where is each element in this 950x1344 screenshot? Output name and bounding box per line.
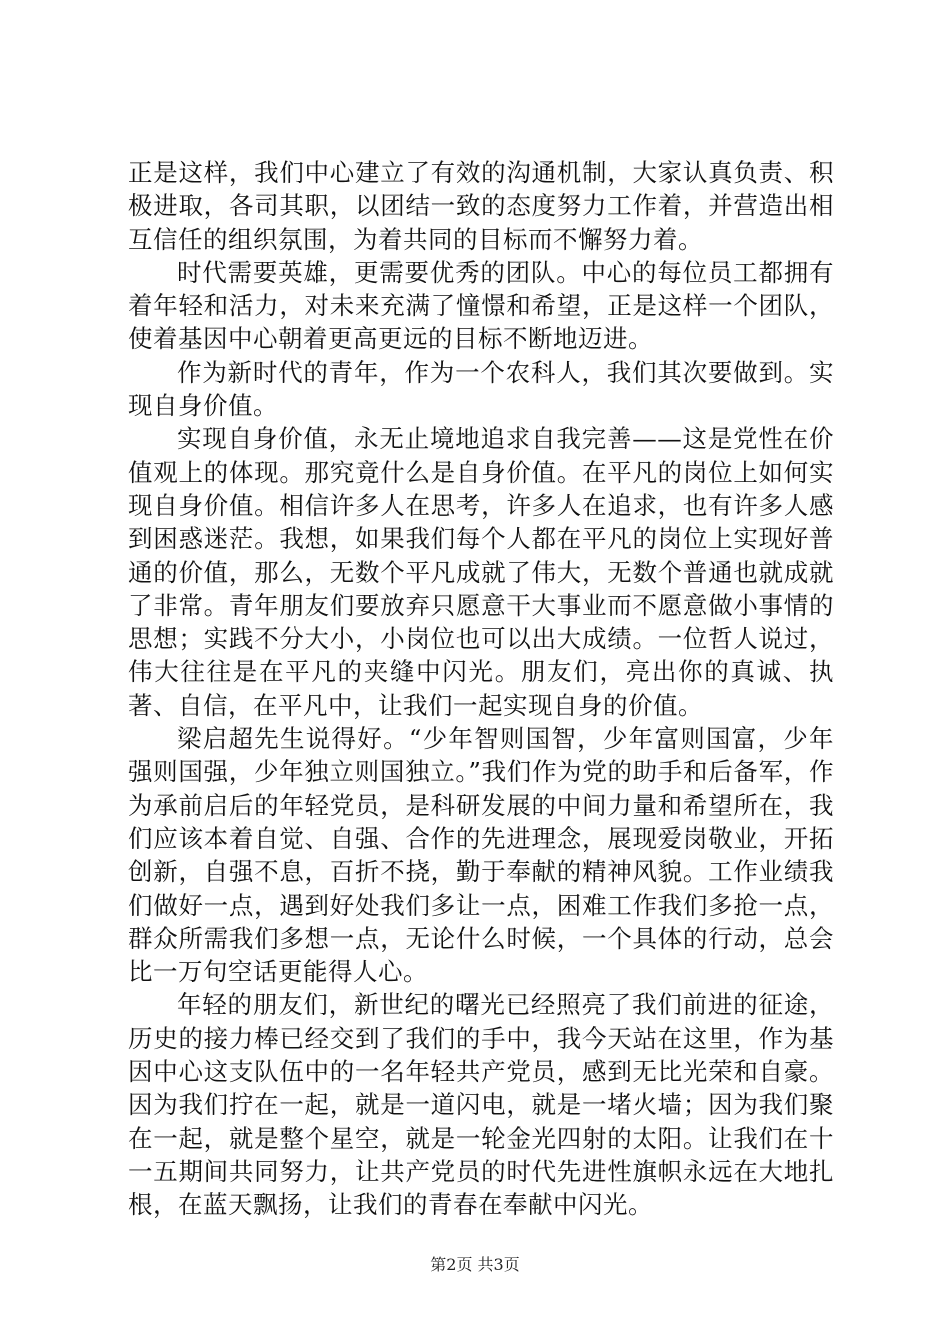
document-body	[128, 156, 834, 1222]
paragraph-1: 正是这样，我们中心建立了有效的沟通机制，大家认真负责、积极进取，各司其职，以团结一致的态度努力工作着，并营造出相互信任的组织氛围，为着共同的目标而不懈努力着。	[128, 158, 834, 254]
paragraph-4: 实现自身价值，永无止境地追求自我完善——这是党性在价值观上的体现。那究竟什么是自身价值。在平凡的岗位上如何实现自身价值。相信许多人在思考，许多人在追求，也有许多人感到困惑迷茫。我想，如果我们每个人都在平凡的岗位上实现好普通的价值，那么，无数个平凡成就了伟大，无数个普通也就成就了非常。青年朋友们要放弃只愿意干大事业而不愿意做小事情的思想；实践不分大小，小岗位也可以出大成绩。一位哲人说过，伟大往往是在平凡的夹缝中闪光。朋友们，亮出你的真诚、执著、自信，在平凡中，让我们一起实现自身的价值。	[128, 424, 834, 720]
paragraph-6: 年轻的朋友们，新世纪的曙光已经照亮了我们前进的征途，历史的接力棒已经交到了我们的手中，我今天站在这里，作为基因中心这支队伍中的一名年轻共产党员，感到无比光荣和自豪。因为我们拧在一起，就是一道闪电，就是一堵火墙；因为我们聚在一起，就是整个星空，就是一轮金光四射的太阳。让我们在十一五期间共同努力，让共产党员的时代先进性旗帜永远在大地扎根，在蓝天飘扬，让我们的青春在奉献中闪光。	[128, 990, 834, 1220]
paragraph-5: 梁启超先生说得好。“少年智则国智，少年富则国富，少年强则国强，少年独立则国独立。”我们作为党的助手和后备军，作为承前启后的年轻党员，是科研发展的中间力量和希望所在，我们应该本着自觉、自强、合作的先进理念，展现爱岗敬业，开拓创新，自强不息，百折不挠，勤于奉献的精神风貌。工作业绩我们做好一点，遇到好处我们多让一点，困难工作我们多抢一点，群众所需我们多想一点，无论什么时候，一个具体的行动，总会比一万句空话更能得人心。	[128, 724, 834, 987]
paragraph-2: 时代需要英雄，更需要优秀的团队。中心的每位员工都拥有着年轻和活力，对未来充满了憧憬和希望，正是这样一个团队，使着基因中心朝着更高更远的目标不断地迈进。	[128, 257, 834, 354]
paragraph-3: 作为新时代的青年，作为一个农科人，我们其次要做到。实现自身价值。	[128, 357, 834, 421]
page-number-footer: 第2页 共3页	[430, 1255, 520, 1274]
